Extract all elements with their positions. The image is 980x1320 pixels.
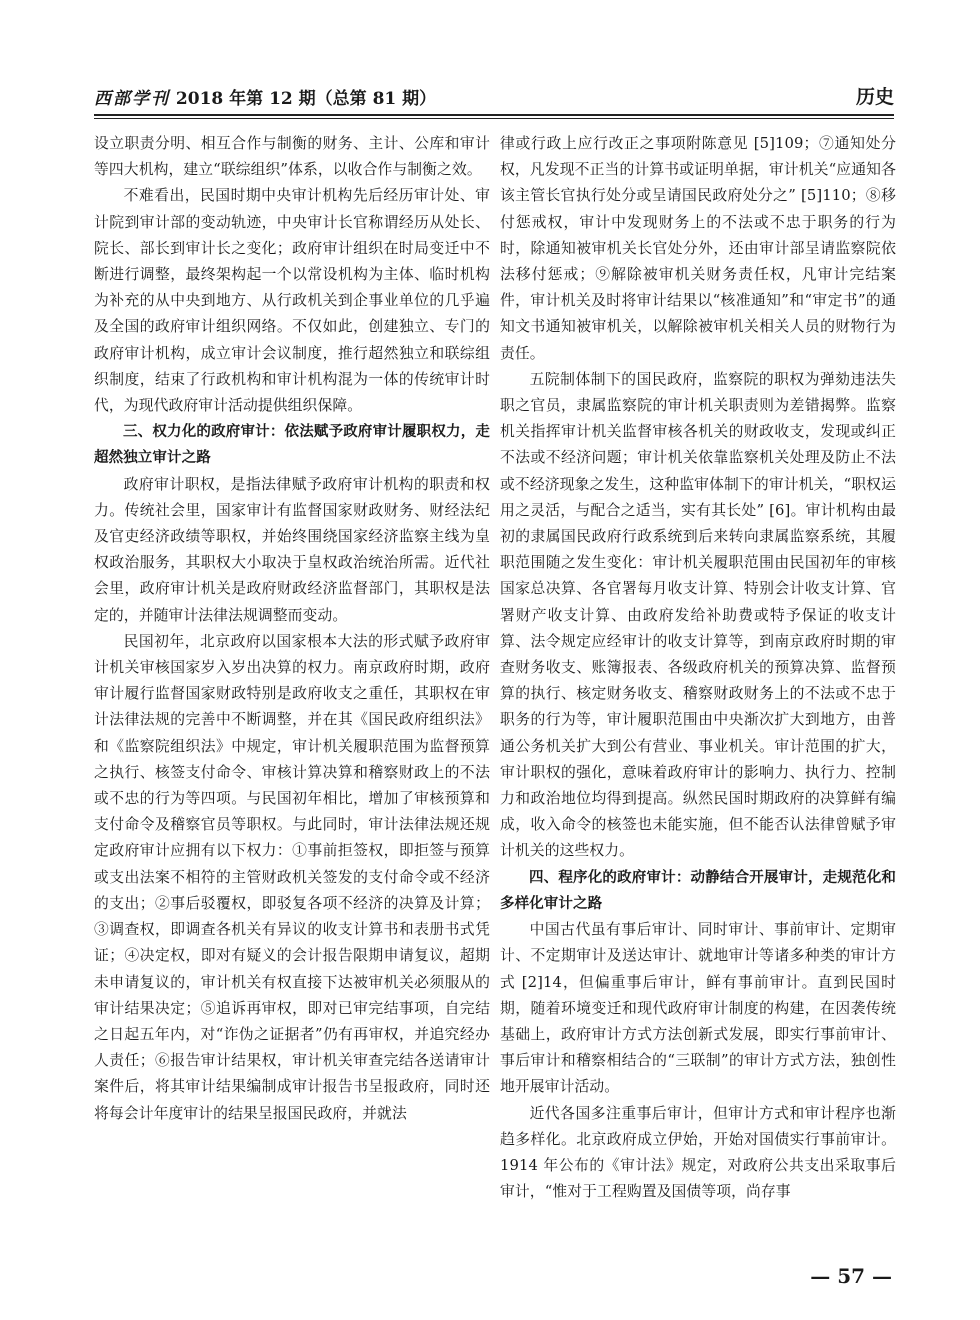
section-label: 历史 [855, 86, 894, 108]
body-paragraph: 民国初年，北京政府以国家根本大法的形式赋予政府审计机关审核国家岁入岁出决算的权力。南京政府时期，政府审计履行监督国家财政特别是政府收支之重任，其职权在审计法律法规的完善中不断调整，并在其《国民政府组织法》和《监察院组织法》中规定，审计机关履职范围为监督预算之执行、核签支付命令、审核计算决算和稽察财政上的不法或不忠的行为等四项。与民国初年相比，增加了审核预算和支付命令及稽察官员等职权。与此同时，审计法律法规还规定政府审计应拥有以下权力：①事前拒签权，即拒签与预算或支出法案不相符的主管财政机关签发的支付命令或不经济的支出；②事后驳覆权，即驳复各项不经济的决算及计算；③调查权，即调查各机关有异议的收支计算书和表册书式凭证；④决定权，即对有疑义的会计报告限期申请复议，超期未申请复议的，审计机关有权直接下达被审机关必须服从的审计结果决定；⑤追诉再审权，即对已审完结事项，自完结之日起五年内，对“诈伪之证据者”仍有再审权，并追究经办人责任；⑥报告审计结果权，审计机关审查完结各送请审计案件后，将其审计结果编制成审计报告书呈报政府，同时还将每会计年度审计的结果呈报国民政府，并就法 [94, 632, 490, 1122]
section-heading: 四、程序化的政府审计：动静结合开展审计，走规范化和多样化审计之路 [500, 869, 896, 912]
body-paragraph: 五院制体制下的国民政府，监察院的职权为弹劾违法失职之官员，隶属监察院的审计机关职责则为差错揭弊。监察机关指挥审计机关监督审核各机关的财政收支，发现或纠正不法或不经济问题；审计机关依靠监察机关处理及防止不法或不经济现象之发生，这种监审体制下的审计机关，“职权运用之灵活，与配合之适当，实有其长处” [6]。审计机构由最初的隶属国民政府行政系统到后来转向隶属监察系统，其履职范围随之发生变化：审计机关履职范围由民国初年的审核国家总决算、各官署每月收支计算、特别会计收支计算、官署财产收支计算、由政府发给补助费或特予保证的收支计算、法令规定应经审计的收支计算等，到南京政府时期的审查财务收支、账簿报表、各级政府机关的预算决算、监督预算的执行、核定财务收支、稽察财政财务上的不法或不忠于职务的行为等，审计履职范围由中央渐次扩大到地方，由普通公务机关扩大到公有营业、事业机关。审计范围的扩大，审计职权的强化，意味着政府审计的影响力、执行力、控制力和政治地位均得到提高。纵然民国时期政府的决算鲜有编成，收入命令的核签也未能实施，但不能否认法律曾赋予审计机关的这些权力。 [500, 370, 896, 860]
section-heading: 三、权力化的政府审计：依法赋予政府审计履职权力，走超然独立审计之路 [94, 424, 490, 467]
journal-name: 西部学刊 [94, 89, 170, 109]
body-paragraph: 律或行政上应行改正之事项附陈意见 [5]109；⑦通知处分权，凡发现不正当的计算书或证明单据，审计机关“应通知各该主管长官执行处分或呈请国民政府处分之” [5]110；⑧移付惩戒权，审计中发现财务上的不法或不忠于职务的行为时，除通知被审机关长官处分外，还由审计部呈请监察院依法移付惩戒；⑨解除被审机关财务责任权，凡审计完结案件，审计机关及时将审计结果以“核准通知”和“审定书”的通知文书通知被审机关，以解除被审机关相关人员的财物行为责任。 [500, 135, 896, 362]
body-paragraph: 政府审计职权，是指法律赋予政府审计机构的职责和权力。传统社会里，国家审计有监督国家财政财务、财经法纪及官吏经济政绩等职权，并始终围绕国家经济监察主线为皇权政治服务，其职权大小取决于皇权政治统治所需。近代社会里，政府审计机关是政府财政经济监督部门，其职权是法定的，并随审计法律法规调整而变动。 [94, 475, 490, 624]
right-column [500, 131, 896, 1249]
body-paragraph: 设立职责分明、相互合作与制衡的财务、主计、公库和审计等四大机构，建立“联综组织”体系，以收合作与制衡之效。 [94, 135, 490, 179]
body-paragraph: 中国古代虽有事后审计、同时审计、事前审计、定期审计、不定期审计及送达审计、就地审计等诸多种类的审计方式 [2]14，但偏重事后审计，鲜有事前审计。直到民国时期，随着环境变迁和现代政府审计制度的构建，在因袭传统基础上，政府审计方式方法创新式发展，即实行事前审计、事后审计和稽察相结合的“三联制”的审计方式方法，独创性地开展审计活动。 [500, 921, 896, 1096]
body-paragraph: 近代各国多注重事后审计，但审计方式和审计程序也渐趋多样化。北京政府成立伊始，开始对国债实行事前审计。1914 年公布的《审计法》规定，对政府公共支出采取事后审计，“惟对于工程购置及国债等项，尚存事 [500, 1104, 896, 1201]
page-number: — 57 — [810, 1264, 892, 1288]
journal-masthead [94, 84, 436, 109]
running-header [94, 82, 894, 122]
header-rule [94, 114, 894, 116]
journal-issue: 2018 年第 12 期（总第 81 期） [175, 89, 437, 109]
body-paragraph: 不难看出，民国时期中央审计机构先后经历审计处、审计院到审计部的变动轨迹，中央审计长官称谓经历从处长、院长、部长到审计长之变化；政府审计组织在时局变迁中不断进行调整，最终架构起一个以常设机构为主体、临时机构为补充的从中央到地方、从行政机关到企事业单位的几乎遍及全国的政府审计组织网络。不仅如此，创建独立、专门的政府审计机构，成立审计会议制度，推行超然独立和联综组织制度，结束了行政机构和审计机构混为一体的传统审计时代，为现代政府审计活动提供组织保障。 [94, 187, 490, 415]
left-column [94, 131, 490, 1249]
header-rule-thin [94, 118, 894, 119]
